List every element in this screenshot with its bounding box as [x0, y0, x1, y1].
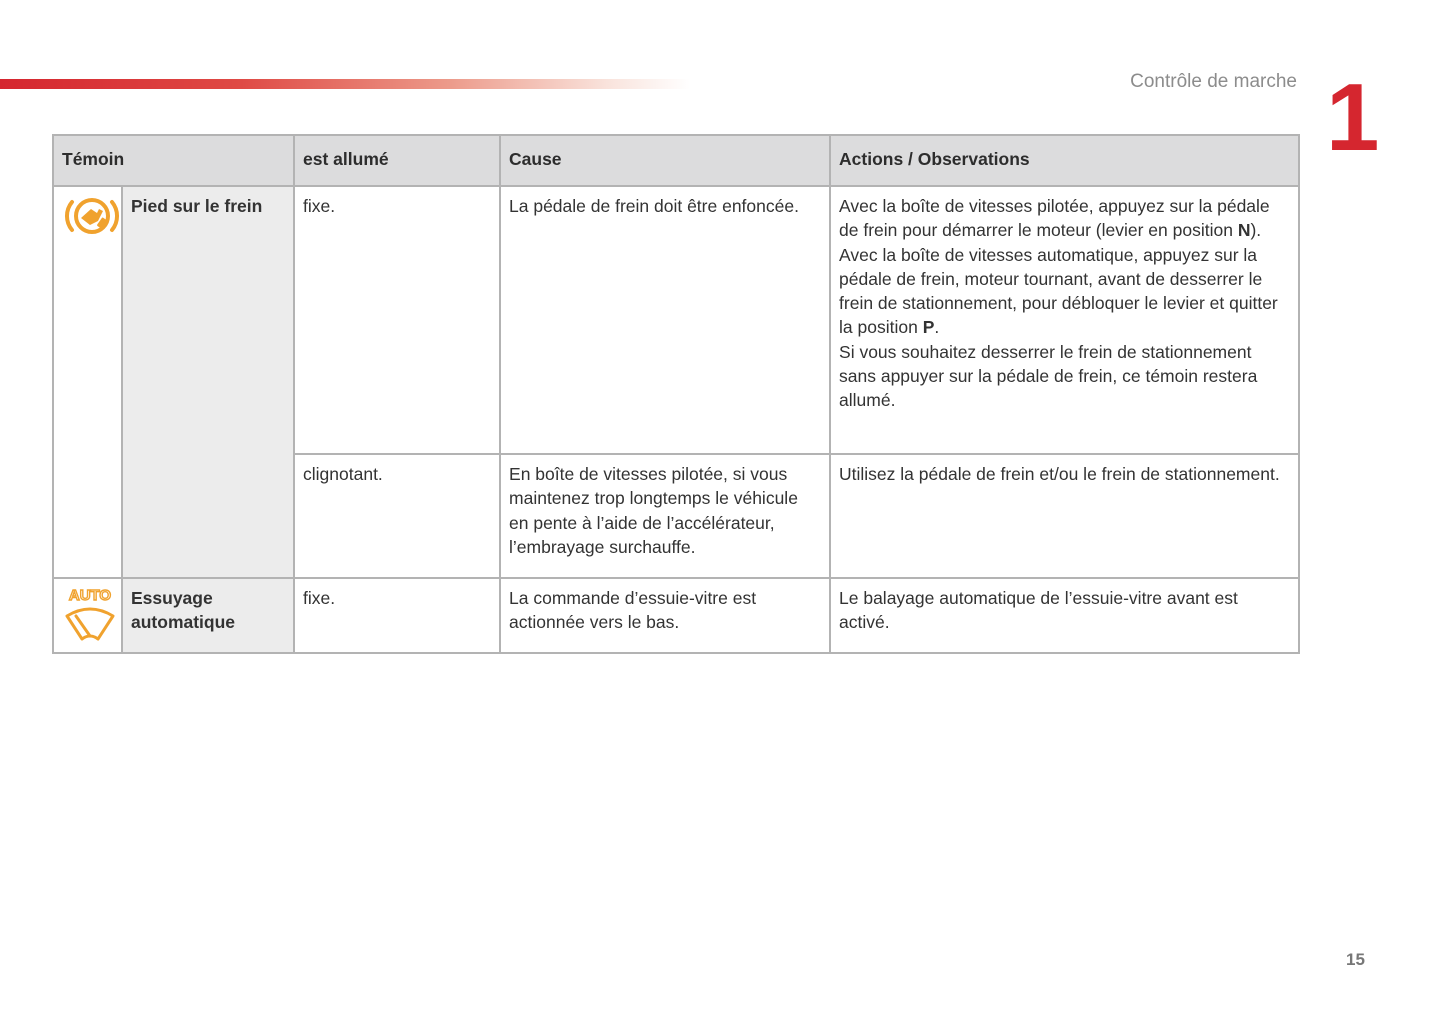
- section-title: Contrôle de marche: [1130, 71, 1297, 92]
- state-cell: clignotant.: [294, 454, 500, 578]
- table-header-row: [53, 135, 1299, 186]
- column-header-cause: Cause: [500, 135, 830, 186]
- table-row: [53, 578, 1299, 653]
- gear-position-p: P: [922, 317, 935, 338]
- table-row: [53, 186, 1299, 454]
- gear-position-n: N: [1237, 220, 1251, 241]
- cause-cell: La commande d’essuie-vitre est actionnée vers le bas.: [500, 578, 830, 653]
- actions-paragraph: Si vous souhaitez desserrer le frein de stationnement sans appuyer sur la pédale de frein, ce témoin restera allumé.: [839, 341, 1258, 411]
- cause-cell: En boîte de vitesses pilotée, si vous maintenez trop longtemps le véhicule en pente à l’aide de l’accélérateur, l’embrayage surchauffe.: [500, 454, 830, 578]
- actions-cell: [830, 186, 1299, 454]
- foot-on-brake-icon: [62, 194, 113, 242]
- column-header-state: est allumé: [294, 135, 500, 186]
- actions-cell: Utilisez la pédale de frein et/ou le frein de stationnement.: [830, 454, 1299, 578]
- actions-paragraph: Avec la boîte de vitesses pilotée, appuyez sur la pédale de frein pour démarrer le moteur (levier en position N).: [839, 196, 1270, 241]
- icon-cell: [53, 186, 122, 578]
- state-cell: fixe.: [294, 578, 500, 653]
- actions-cell: Le balayage automatique de l’essuie-vitre avant est activé.: [830, 578, 1299, 653]
- cause-cell: La pédale de frein doit être enfoncée.: [500, 186, 830, 454]
- column-header-temoin: Témoin: [53, 135, 294, 186]
- auto-wiper-icon: [62, 586, 113, 644]
- warning-light-name: Pied sur le frein: [122, 186, 294, 578]
- warning-lights-table: [52, 134, 1300, 654]
- page-number: 15: [1346, 950, 1365, 969]
- chapter-number: 1: [1326, 64, 1380, 171]
- warning-light-name: Essuyage automatique: [122, 578, 294, 653]
- actions-paragraph: Avec la boîte de vitesses automatique, appuyez sur la pédale de frein, moteur tournant, avant de desserrer le frein de stationnement, pour débloquer le levier et quitter la position P.: [839, 244, 1278, 338]
- column-header-actions: Actions / Observations: [830, 135, 1299, 186]
- icon-cell: [53, 578, 122, 653]
- auto-label: AUTO: [68, 587, 112, 604]
- header-accent-bar: [0, 79, 690, 89]
- state-cell: fixe.: [294, 186, 500, 454]
